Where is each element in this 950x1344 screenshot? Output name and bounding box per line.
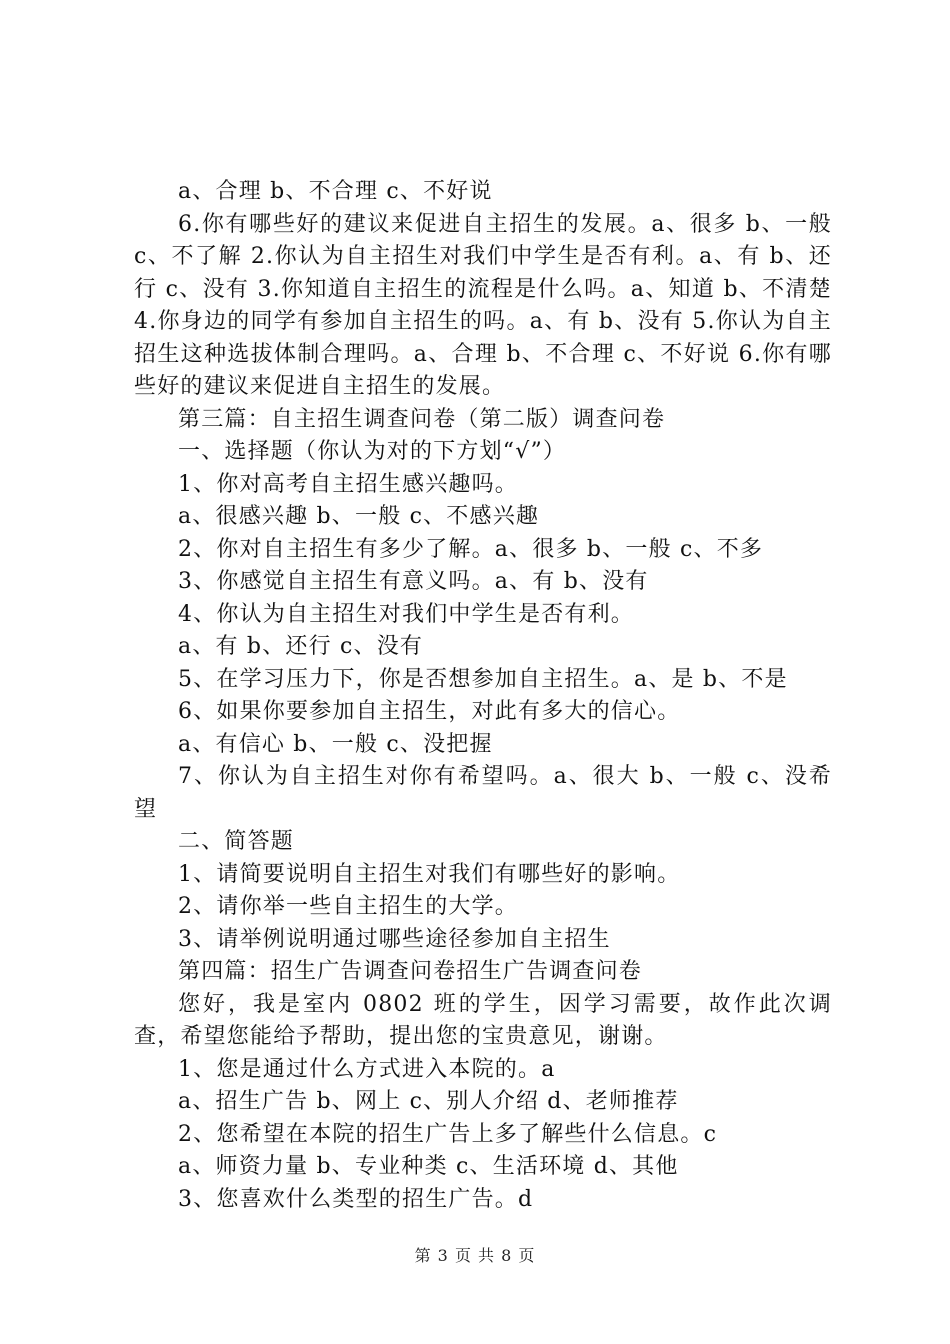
question: 2、请你举一些自主招生的大学。: [178, 894, 518, 919]
question: 2、你对自主招生有多少了解。a、很多 b、一般 c、不多: [178, 536, 764, 562]
document-body: [134, 176, 832, 1216]
question: 3、你感觉自主招生有意义吗。a、有 b、没有: [178, 569, 649, 594]
intro-paragraph: 您好，我是室内 0802 班的学生，因学习需要，故作此次调查，希望您能给予帮助，提出您的宝贵意见，谢谢。: [134, 991, 832, 1049]
section-heading: 第三篇：自主招生调查问卷（第二版）调查问卷: [178, 406, 666, 432]
paragraph: a、合理 b、不合理 c、不好说: [178, 179, 493, 204]
answer-options: a、招生广告 b、网上 c、别人介绍 d、老师推荐: [178, 1089, 679, 1114]
paragraph: 6.你有哪些好的建议来促进自主招生的发展。a、很多 b、一般 c、不了解 2.你认为自主招生对我们中学生是否有利。a、有 b、还行 c、没有 3.你知道自主招生的流程是什么吗。a、知道 b、不清楚 4.你身边的同学有参加自主招生的吗。a、有 b、没有 5.你认为自主招生这种选拔体制合理吗。a、合理 b、不合理 c、不好说 6.你有哪些好的建议来促进自主招生的发展。: [134, 211, 832, 399]
question: 3、您喜欢什么类型的招生广告。d: [178, 1186, 534, 1212]
question: 4、你认为自主招生对我们中学生是否有利。: [178, 601, 634, 627]
question: 5、在学习压力下，你是否想参加自主招生。a、是 b、不是: [178, 666, 788, 692]
question: 1、请简要说明自主招生对我们有哪些好的影响。: [178, 861, 681, 887]
answer-options: a、很感兴趣 b、一般 c、不感兴趣: [178, 504, 540, 529]
question: 2、您希望在本院的招生广告上多了解些什么信息。c: [178, 1121, 718, 1147]
question: 6、如果你要参加自主招生，对此有多大的信心。: [178, 699, 681, 724]
answer-options: a、有 b、还行 c、没有: [178, 634, 424, 659]
subsection-heading: 二、简答题: [178, 829, 295, 854]
section-heading: 第四篇：招生广告调查问卷招生广告调查问卷: [178, 959, 643, 984]
page-number-footer: 第 3 页 共 8 页: [414, 1246, 536, 1265]
answer-options: a、师资力量 b、专业种类 c、生活环境 d、其他: [178, 1154, 679, 1179]
question: 1、你对高考自主招生感兴趣吗。: [178, 471, 518, 497]
question: 7、你认为自主招生对你有希望吗。a、很大 b、一般 c、没希望: [134, 764, 832, 822]
subsection-heading: 一、选择题（你认为对的下方划“√”）: [178, 439, 567, 464]
answer-options: a、有信心 b、一般 c、没把握: [178, 731, 493, 757]
question: 3、请举例说明通过哪些途径参加自主招生: [178, 926, 611, 952]
question: 1、您是通过什么方式进入本院的。a: [178, 1056, 556, 1082]
